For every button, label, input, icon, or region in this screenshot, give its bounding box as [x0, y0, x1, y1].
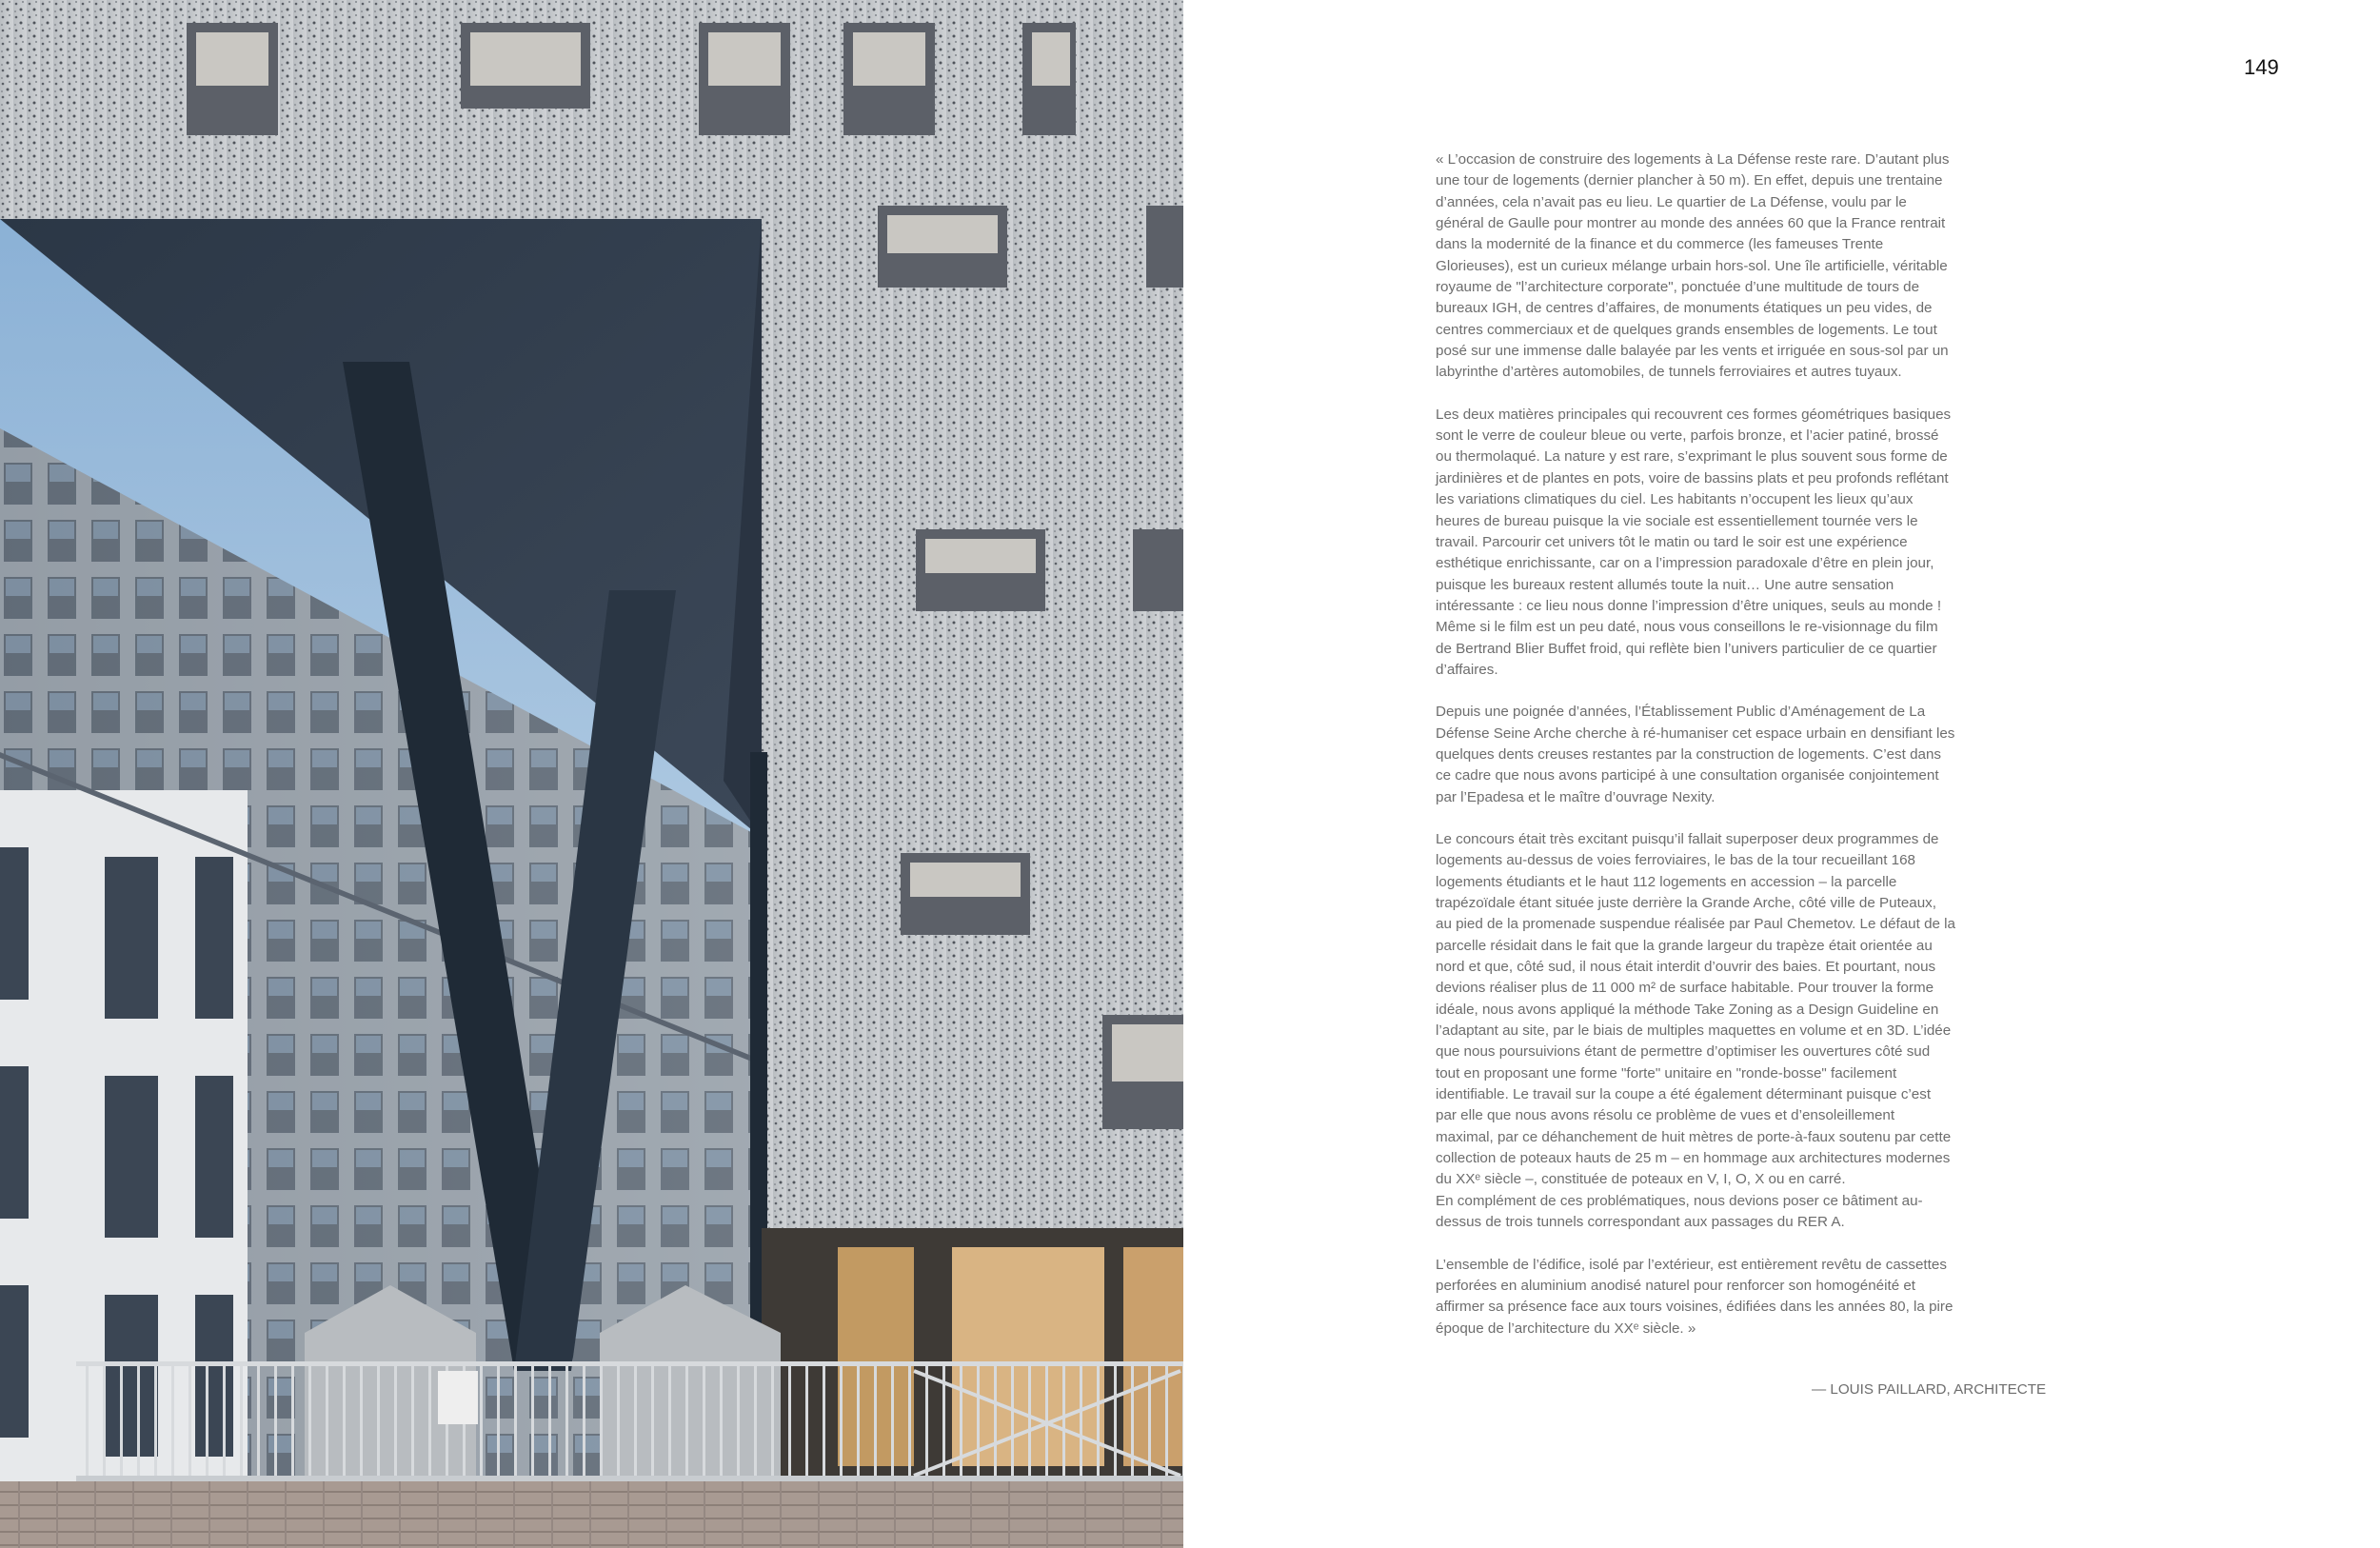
text-page — [1183, 0, 2380, 1548]
paragraph-epadesa: Depuis une poignée d’années, l’Établissement Public d’Aménagement de La Défense Seine Arche cherche à ré-humaniser cet espace urbain en densifiant les quelques dents creuses restantes par la construction de logements. C’est dans ce cadre que nous avons participé à une consultation organisée conjointement par l’Epadesa et le maître d’ouvrage Nexity. — [1436, 704, 1955, 805]
architecture-photo — [0, 0, 1183, 1548]
building-illustration — [0, 0, 1183, 1548]
author-signature: — LOUIS PAILLARD, ARCHITECTE — [1812, 1381, 2047, 1398]
paragraph-intro: « L’occasion de construire des logements à La Défense reste rare. D’autant plus une tour de logements (dernier plancher à 50 m). En effet, depuis une trentaine d’années, cela n’avait pas eu lieu. Le quartier de La Défense, voulu par le général de Gaulle pour montrer au monde des années 60 que la France rentrait dans la modernité de la finance et du commerce (les fameuses Trente Glorieuses), est un curieux mélange urbain hors-sol. Une île artificielle, véritable royaume de "l’architecture corporate", ponctuée d’une multitude de tours de bureaux IGH, de centres d’affaires, de monuments étatiques un peu vides, de centres commerciaux et de quelques grands ensembles de logements. Le tout posé sur une immense dalle balayée par les vents et irriguée en sous-sol par un labyrinthe d’artères automobiles, de tunnels ferroviaires et autres tuyaux. — [1436, 151, 1950, 381]
paragraph-tunnels: En complément de ces problématiques, nous devions poser ce bâtiment au-dessus de trois tunnels correspondant aux passages du RER A. — [1436, 1192, 1923, 1231]
page-number: 149 — [2244, 55, 2279, 79]
paragraph-cladding: L’ensemble de l’édifice, isolé par l’extérieur, est entièrement revêtu de cassettes perforées en aluminium anodisé naturel pour renforcer son homogénéité et affirmer sa présence face aux tours voisines, édifiées dans les années 80, la pire époque de l’architecture du XXᵉ siècle. » — [1436, 1256, 1954, 1337]
quote-text — [1436, 149, 1955, 1360]
paragraph-materials: Les deux matières principales qui recouvrent ces formes géométriques basiques sont le verre de couleur bleue ou verte, parfois bronze, et l’acier patiné, brossé ou thermolaqué. La nature y est rare, s’exprimant le plus souvent sous forme de jardinières et de plantes en pots, voire de bassins plats et peu profonds reflétant les variations climatiques du ciel. Les habitants n’occupent les lieux qu’aux heures de bureau puisque la vie sociale est essentiellement tournée vers le travail. Parcourir cet univers tôt le matin ou tard le soir est une expérience esthétique enrichissante, car on a l’impression paradoxale d’être en plein jour, puisque les bureaux restent allumés toute la nuit… Une autre sensation intéressante : ce lieu nous donne l’impression d’être uniques, seuls au monde ! Même si le film est un peu daté, nous vous conseillons le re-visionnage du film de Bertrand Blier Buffet froid, qui reflète bien l’univers particulier de ce quartier d’affaires. — [1436, 406, 1952, 678]
paragraph-competition: Le concours était très excitant puisqu’il fallait superposer deux programmes de logements au-dessus de voies ferroviaires, le bas de la tour recueillant 168 logements étudiants et le haut 112 logements en accession – la parcelle trapézoïdale étant située juste derrière la Grande Arche, côté ville de Puteaux, au pied de la promenade suspendue réalisée par Paul Chemetov. Le défaut de la parcelle résidait dans le fait que la grande largeur du trapèze était orientée au nord et que, côté sud, il nous était interdit d’ouvrir des baies. Et pourtant, nous devions réaliser plus de 11 000 m² de surface habitable. Pour trouver la forme idéale, nous avons appliqué la méthode Take Zoning as a Design Guideline en l’adaptant au site, par le biais de multiples maquettes en volume et en 3D. L’idée que nous poursuivions étant de permettre d’optimiser les ouvertures côté sud tout en proposant une forme "forte" unitaire en "ronde-bosse" facilement identifiable. Le travail sur la coupe a été également déterminant puisque c’est par elle que nous avons résolu ce problème de vues et d’ensoleillement maximal, par ce déhanchement de huit mètres de porte-à-faux soutenu par cette collection de poteaux hauts de 25 m – en hommage aux architectures modernes du XXᵉ siècle –, constituée de poteaux en V, I, O, X ou en carré. — [1436, 830, 1956, 1188]
